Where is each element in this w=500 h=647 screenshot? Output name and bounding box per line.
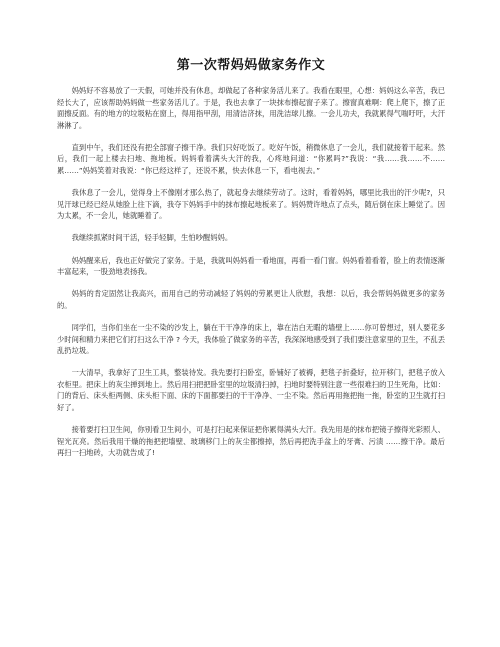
- paragraph: 妈妈好不容易放了一天假，可她并没有休息，却做起了各种家务活儿来了。我看在眼里，心想：妈妈这么辛苦，我已经长大了，应该帮助妈妈做一些家务活儿了。于是，我也去拿了一块抹布擦起窗子来了。擦窗真难啊：爬上爬下，擦了正面擦反面。有的地方的垃圾粘在窗上，得用指甲刮，用清洁济抹，用洗洁球儿擦。一会儿功夫，我就累得气喘吁吁，大汗淋淋了。: [57, 86, 445, 130]
- paragraph: 我休息了一会儿，觉得身上不像刚才那么热了，就起身去继续劳动了。这时，看着妈妈，哪里比我出的汗少呢?，只见汗球已经已经从她脸上往下滴，我夺下妈妈手中的抹布擦起地板来了。妈妈赞许地点了点头，随后倒在床上睡觉了。因为太累，不一会儿，她就睡着了。: [57, 188, 445, 221]
- document-title: 第一次帮妈妈做家务作文: [176, 58, 326, 73]
- paragraph: 一大清早，我拿好了卫生工具，整装待发。我先要打扫卧室，卧铺好了被褥，把毯子折叠好，拉开移门，把毯子放入衣柜里。把床上的灰尘掸到地上。然后用扫把把卧室里的垃圾清扫掉，扫地时要特别注意一些很难扫的卫生死角，比如：门的背后、床头柜两侧、床头柜下面、床的下面都要扫的干干净净、一尘不染。然后再用拖把拖一拖，卧室的卫生就打扫好了。: [57, 368, 445, 412]
- paragraph: 直到中午，我们还没有把全部窗子擦干净。我们只好吃饭了。吃好午饭，稍微休息了一会儿，我们就接着干起来。然后，我们一起上楼去扫地、拖地板。妈妈看着满头大汗的我，心疼地问道：“你累吗?”我说：“我……我……不……累……”妈妈笑着对我说：“你已经这样了，还说不累，快去休息一下，看电视去。”: [57, 142, 445, 176]
- paragraph: 接着要打扫卫生间，你别看卫生间小，可是打扫起来保证把你累得满头大汗。我先用是的抹布把镜子擦得光彩照人、锃光瓦亮。然后我用干燥的拖把把墙壁、玻璃移门上的灰尘都擦掉，然后再把洗手盆上的牙膏、污渍 ……擦干净。最后再扫一扫地砖，大功就告成了!: [57, 425, 445, 458]
- paragraph: 妈妈的肯定固然让我高兴，而用自己的劳动减轻了妈妈的劳累更让人欣慰，我想：以后，我会帮妈妈做更多的家务的。: [57, 289, 445, 310]
- paragraph: 同学们，当你们坐在一尘不染的沙发上，躺在干干净净的床上，靠在洁白无暇的墙壁上……你可曾想过，别人要花多少时间和精力来把它们打扫这么干净 ? 今天，我体验了做家务的辛苦，我深深地感受到了我们要注意家里的卫生，不乱丢乱扔垃圾。: [57, 322, 445, 356]
- document-body: [57, 85, 445, 459]
- paragraph: 我继续抓紧时间干活，轻手轻脚，生怕吵醒妈妈。: [71, 233, 233, 243]
- paragraph: 妈妈醒来后，我也正好做完了家务。于是，我就叫妈妈看一看地面，再看一看门窗。妈妈看着看着，脸上的表情逐渐丰富起来，一股劲地表扬我。: [57, 255, 445, 277]
